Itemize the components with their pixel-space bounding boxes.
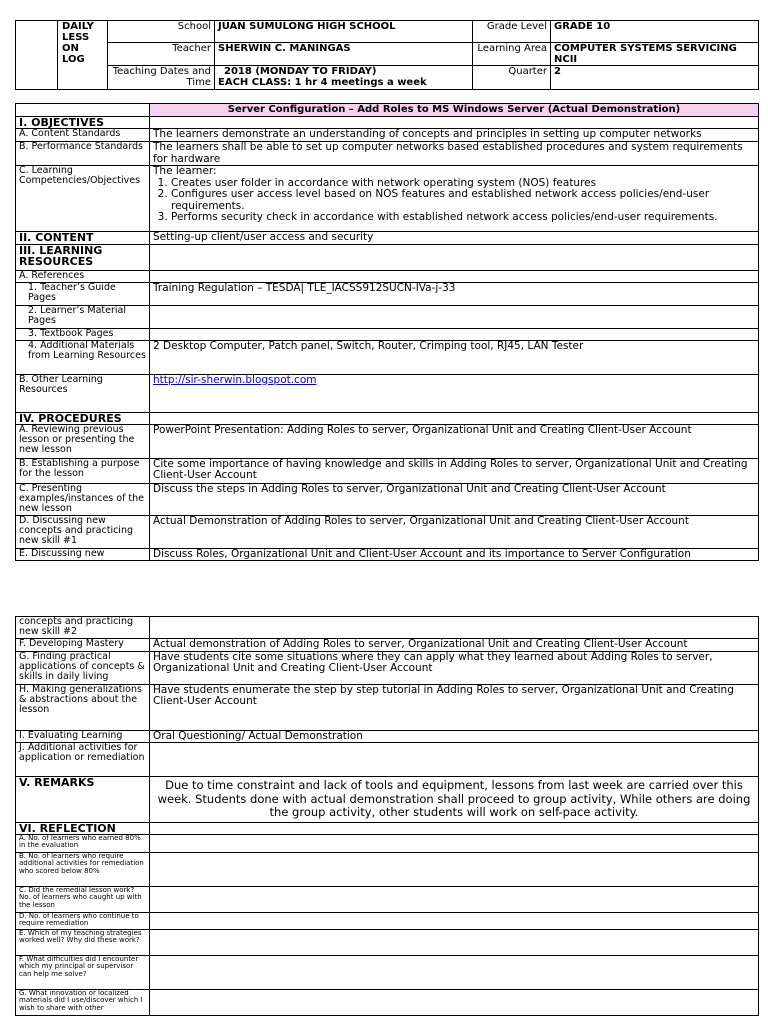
reflection-f-label: F. What difficulties did I encounter which my principal or supervisor can help me solve? xyxy=(16,955,150,989)
objectives-heading: I. OBJECTIVES xyxy=(16,117,150,129)
dates-line1: 2018 (MONDAY TO FRIDAY) xyxy=(224,66,377,77)
procedure-f-text: Actual demonstration of Adding Roles to server, Organizational Unit and Creating Client-User Account xyxy=(150,639,759,652)
procedure-f-label: F. Developing Mastery xyxy=(16,639,150,652)
reflection-b-label: B. No. of learners who require additional activities for remediation who scored below 80% xyxy=(16,852,150,886)
header-blank xyxy=(16,21,58,90)
competency-item: 3. Performs security check in accordance with established network access policies/end-user requirements. xyxy=(171,212,755,224)
dates-value xyxy=(215,66,473,90)
teachers-guide-label: 1. Teacher’s Guide Pages xyxy=(16,282,150,305)
reflection-a-label: A. No. of learners who earned 80% in the evaluation xyxy=(16,834,150,852)
additional-materials-label: 4. Additional Materials from Learning Resources xyxy=(16,340,150,374)
teacher-label: Teacher xyxy=(108,43,215,66)
competencies-intro: The learner: xyxy=(153,165,217,177)
procedure-h-label: H. Making generalizations & abstractions about the lesson xyxy=(16,684,150,730)
other-resources-label: B. Other Learning Resources xyxy=(16,374,150,412)
procedure-b-text: Cite some importance of having knowledge and skills in Adding Roles to server, Organizational Unit and Creating Client-User Account xyxy=(150,458,759,483)
procedure-g-label: G. Finding practical applications of concepts & skills in daily living xyxy=(16,651,150,684)
quarter-label: Quarter xyxy=(473,66,551,90)
grade-label: Grade Level xyxy=(473,21,551,43)
content-text: Setting-up client/user access and security xyxy=(150,232,759,245)
competencies-list xyxy=(153,178,755,224)
teachers-guide-text: Training Regulation – TESDA| TLE_IACSS912SUCN-IVa-j-33 xyxy=(150,282,759,305)
content-heading: II. CONTENT xyxy=(16,232,150,245)
textbook-pages-label: 3. Textbook Pages xyxy=(16,328,150,340)
lesson-topic: Server Configuration – Add Roles to MS Windows Server (Actual Demonstration) xyxy=(150,104,759,117)
resources-heading: III. LEARNING RESOURCES xyxy=(16,244,150,270)
reflection-g-label: G. What innovation or localized materials did I use/discover which I wish to share with other xyxy=(16,989,150,1015)
procedure-e-label-cont: concepts and practicing new skill #2 xyxy=(16,617,150,639)
procedure-a-label: A. Reviewing previous lesson or presenting the new lesson xyxy=(16,424,150,458)
area-value: COMPUTER SYSTEMS SERVICING NCII xyxy=(551,43,759,66)
lesson-table-page1 xyxy=(15,103,759,561)
procedure-c-label: C. Presenting examples/instances of the new lesson xyxy=(16,483,150,515)
performance-standards-label: B. Performance Standards xyxy=(16,142,150,166)
procedure-e-text: Discuss Roles, Organizational Unit and Client-User Account and its importance to Server Configuration xyxy=(150,548,759,561)
procedure-d-label: D. Discussing new concepts and practicing new skill #1 xyxy=(16,515,150,548)
dates-label: Teaching Dates and Time xyxy=(108,66,215,90)
grade-value: GRADE 10 xyxy=(551,21,759,43)
competency-item: 1. Creates user folder in accordance with network operating system (NOS) features xyxy=(171,178,755,190)
procedure-i-label: I. Evaluating Learning xyxy=(16,730,150,743)
lesson-table-page2 xyxy=(15,616,759,1016)
procedure-g-text: Have students cite some situations where they can apply what they learned about Adding Roles to server, Organizational Unit and Creating Client-User Account xyxy=(150,651,759,684)
area-label: Learning Area xyxy=(473,43,551,66)
reflection-e-label: E. Which of my teaching strategies worked well? Why did these work? xyxy=(16,929,150,955)
content-standards-label: A. Content Standards xyxy=(16,129,150,142)
procedure-h-text: Have students enumerate the step by step tutorial in Adding Roles to server, Organizational Unit and Creating Client-User Account xyxy=(150,684,759,730)
procedure-a-text: PowerPoint Presentation: Adding Roles to server, Organizational Unit and Creating Client-User Account xyxy=(150,424,759,458)
reflection-heading: VI. REFLECTION xyxy=(16,822,150,834)
procedure-c-text: Discuss the steps in Adding Roles to server, Organizational Unit and Creating Client-User Account xyxy=(150,483,759,515)
performance-standards-text: The learners shall be able to set up computer networks based established procedures and system requirements for hardware xyxy=(150,142,759,166)
school-label: School xyxy=(108,21,215,43)
school-value: JUAN SUMULONG HIGH SCHOOL xyxy=(215,21,473,43)
dll-title: DAILY LESS ON LOG xyxy=(58,21,108,90)
teacher-value: SHERWIN C. MANINGAS xyxy=(215,43,473,66)
content-standards-text: The learners demonstrate an understanding of concepts and principles in setting up computer networks xyxy=(150,129,759,142)
competency-item: 2. Configures user access level based on NOS features and established network access policies/end-user requirements. xyxy=(171,189,755,212)
competencies-text xyxy=(150,166,759,232)
header-table xyxy=(15,20,759,90)
procedure-j-label: J. Additional activities for application or remediation xyxy=(16,743,150,777)
references-label: A. References xyxy=(16,270,150,282)
reflection-d-label: D. No. of learners who continue to require remediation xyxy=(16,912,150,929)
competencies-label: C. Learning Competencies/Objectives xyxy=(16,166,150,232)
dates-line2: EACH CLASS: 1 hr 4 meetings a week xyxy=(218,77,427,88)
procedure-b-label: B. Establishing a purpose for the lesson xyxy=(16,458,150,483)
procedure-e-label: E. Discussing new xyxy=(16,548,150,561)
procedure-i-text: Oral Questioning/ Actual Demonstration xyxy=(150,730,759,743)
remarks-text: Due to time constraint and lack of tools and equipment, lessons from last week are carried over this week. Students done with actual demonstration shall proceed to group activity, While others are doing the group activity, other students will work on self-pace activity. xyxy=(150,777,759,823)
procedure-d-text: Actual Demonstration of Adding Roles to server, Organizational Unit and Creating Client-User Account xyxy=(150,515,759,548)
blog-link[interactable]: http://sir-sherwin.blogspot.com xyxy=(153,374,317,386)
additional-materials-text: 2 Desktop Computer, Patch panel, Switch, Router, Crimping tool, RJ45, LAN Tester xyxy=(150,340,759,374)
procedures-heading: IV. PROCEDURES xyxy=(16,412,150,424)
remarks-heading: V. REMARKS xyxy=(16,777,150,823)
quarter-value: 2 xyxy=(551,66,759,90)
topic-blank xyxy=(16,104,150,117)
reflection-c-label: C. Did the remedial lesson work? No. of learners who caught up with the lesson xyxy=(16,886,150,912)
learners-material-label: 2. Learner’s Material Pages xyxy=(16,305,150,328)
